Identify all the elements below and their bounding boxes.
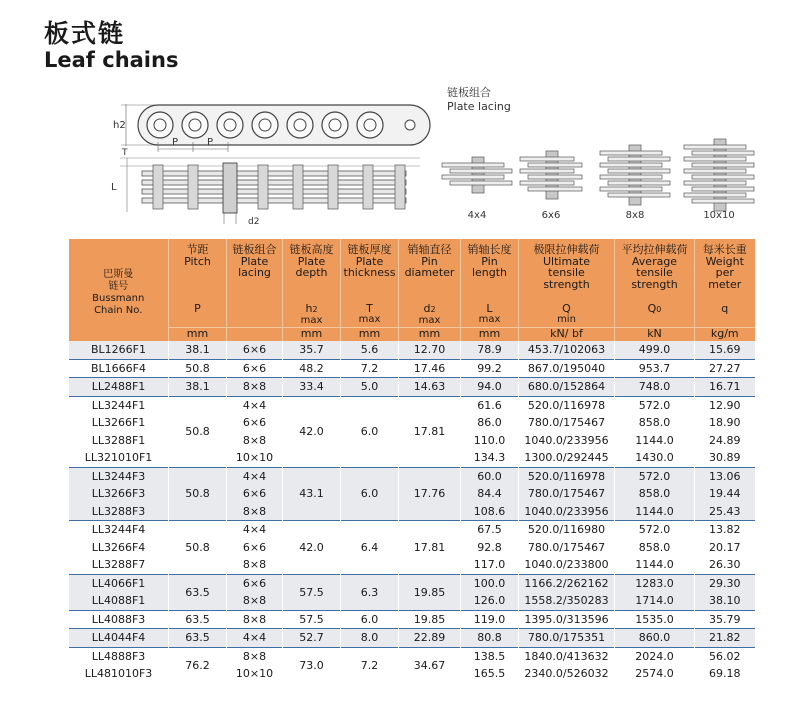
col-unit: kN — [615, 328, 695, 342]
weight-cell: 25.43 — [695, 503, 755, 521]
pitch-cell: 50.8 — [169, 396, 227, 467]
ultimate-strength-cell: 680.0/152864 — [519, 378, 615, 397]
pin-diameter-cell: 34.67 — [399, 647, 461, 683]
lacing-cell: 8×8 — [227, 647, 283, 665]
thickness-cell: 6.0 — [341, 467, 399, 521]
lacing-cell: 6×6 — [227, 414, 283, 432]
col-symbol: q — [695, 298, 755, 328]
col-unit: kN/ bf — [519, 328, 615, 342]
lacing-cell: 6×6 — [227, 341, 283, 359]
lacing-cell: 6×6 — [227, 485, 283, 503]
table-row — [69, 396, 755, 414]
ultimate-strength-cell: 2340.0/526032 — [519, 665, 615, 683]
col-symbol: h2 max — [283, 298, 341, 328]
lacing-label: 4x4 — [467, 210, 487, 221]
lacing-cell: 6×6 — [227, 539, 283, 557]
col-symbol: Q0 — [615, 298, 695, 328]
depth-cell: 42.0 — [283, 396, 341, 467]
pin-length-cell: 92.8 — [461, 539, 519, 557]
depth-cell: 43.1 — [283, 467, 341, 521]
pitch-cell: 63.5 — [169, 629, 227, 648]
average-strength-cell: 1535.0 — [615, 610, 695, 629]
col-header: 节距 Pitch — [169, 239, 227, 298]
lacing-figure-8x8 — [600, 145, 670, 221]
pin-hole — [294, 119, 306, 131]
lacing-cell: 4×4 — [227, 629, 283, 648]
table-row — [69, 341, 755, 359]
lacing-cell: 4×4 — [227, 521, 283, 539]
chain-no-cell: LL3244F3 — [69, 467, 169, 485]
weight-cell: 18.90 — [695, 414, 755, 432]
lacing-cell: 10×10 — [227, 665, 283, 683]
pin — [395, 165, 405, 209]
pin-length-cell: 119.0 — [461, 610, 519, 629]
table-row — [69, 574, 755, 592]
average-strength-cell: 858.0 — [615, 485, 695, 503]
ultimate-strength-cell: 520.0/116980 — [519, 521, 615, 539]
chain-no-cell: LL3266F1 — [69, 414, 169, 432]
col-unit: mm — [341, 328, 399, 342]
pin-length-cell: 94.0 — [461, 378, 519, 397]
pin-diameter-cell: 12.70 — [399, 341, 461, 359]
average-strength-cell: 1144.0 — [615, 503, 695, 521]
thickness-cell: 7.2 — [341, 359, 399, 378]
pin-length-cell: 60.0 — [461, 467, 519, 485]
pin-diameter-cell: 17.81 — [399, 521, 461, 575]
table-row — [69, 521, 755, 539]
pin-length-cell: 108.6 — [461, 503, 519, 521]
pin-hole — [189, 119, 201, 131]
thickness-cell: 6.4 — [341, 521, 399, 575]
chain-no-cell: LL3244F4 — [69, 521, 169, 539]
pitch-cell: 63.5 — [169, 610, 227, 629]
chain-no-cell: LL3288F3 — [69, 503, 169, 521]
average-strength-cell: 953.7 — [615, 359, 695, 378]
pin-hole — [224, 119, 236, 131]
thickness-cell: 7.2 — [341, 647, 399, 683]
ultimate-strength-cell: 1840.0/413632 — [519, 647, 615, 665]
pin-hole — [154, 119, 166, 131]
pin-length-cell: 100.0 — [461, 574, 519, 592]
pin-length-cell: 84.4 — [461, 485, 519, 503]
col-symbol: d2 max — [399, 298, 461, 328]
thickness-cell: 6.0 — [341, 396, 399, 467]
plate-lacing-title-en: Plate lacing — [447, 100, 511, 113]
ultimate-strength-cell: 520.0/116978 — [519, 396, 615, 414]
depth-cell: 52.7 — [283, 629, 341, 648]
pin-hole — [329, 119, 341, 131]
pin-length-cell: 126.0 — [461, 592, 519, 610]
average-strength-cell: 860.0 — [615, 629, 695, 648]
pitch-label-1: P — [172, 137, 179, 148]
col-header: 销轴直径 Pin diameter — [399, 239, 461, 298]
ultimate-strength-cell: 1040.0/233956 — [519, 432, 615, 450]
pin-length-cell: 138.5 — [461, 647, 519, 665]
pitch-cell: 50.8 — [169, 359, 227, 378]
chain-no-cell: LL3288F7 — [69, 556, 169, 574]
pin-length-cell: 67.5 — [461, 521, 519, 539]
thickness-cell: 5.6 — [341, 341, 399, 359]
pin-length-cell: 61.6 — [461, 396, 519, 414]
pitch-cell: 38.1 — [169, 341, 227, 359]
d2-label: d2 — [248, 217, 260, 227]
weight-cell: 12.90 — [695, 396, 755, 414]
lacing-figure-10x10 — [684, 139, 754, 221]
col-header: 极限拉伸载荷 Ultimate tensile strength — [519, 239, 615, 298]
ultimate-strength-cell: 1300.0/292445 — [519, 449, 615, 467]
average-strength-cell: 1144.0 — [615, 556, 695, 574]
plate-lacing-title — [447, 86, 511, 114]
lacing-figure-6x6 — [520, 151, 582, 221]
chain-no-cell: LL3288F1 — [69, 432, 169, 450]
ultimate-strength-cell: 520.0/116978 — [519, 467, 615, 485]
pin-length-cell: 134.3 — [461, 449, 519, 467]
lacing-cell: 8×8 — [227, 610, 283, 629]
lacing-cell: 8×8 — [227, 592, 283, 610]
pitch-label-2: P — [207, 137, 214, 148]
average-strength-cell: 572.0 — [615, 467, 695, 485]
lacing-cell: 6×6 — [227, 359, 283, 378]
ultimate-strength-cell: 1166.2/262162 — [519, 574, 615, 592]
col-symbol: P — [169, 298, 227, 328]
pitch-cell: 50.8 — [169, 467, 227, 521]
leaf-chain-table — [68, 239, 755, 683]
depth-cell: 35.7 — [283, 341, 341, 359]
t-label: T — [122, 148, 128, 158]
weight-cell: 13.06 — [695, 467, 755, 485]
ultimate-strength-cell: 453.7/102063 — [519, 341, 615, 359]
average-strength-cell: 858.0 — [615, 539, 695, 557]
l-label: L — [111, 182, 117, 193]
weight-cell: 13.82 — [695, 521, 755, 539]
weight-cell: 38.10 — [695, 592, 755, 610]
col-unit: kg/m — [695, 328, 755, 342]
ultimate-strength-cell: 867.0/195040 — [519, 359, 615, 378]
chain-no-cell: LL4088F3 — [69, 610, 169, 629]
pin-diameter-cell: 19.85 — [399, 574, 461, 610]
chain-diagram — [0, 80, 800, 230]
chain-no-cell: LL321010F1 — [69, 449, 169, 467]
average-strength-cell: 748.0 — [615, 378, 695, 397]
col-unit: mm — [169, 328, 227, 342]
weight-cell: 56.02 — [695, 647, 755, 665]
col-header: 链板高度 Plate depth — [283, 239, 341, 298]
chain-top-view — [111, 148, 420, 227]
chain-no-cell: LL4044F4 — [69, 629, 169, 648]
pin-diameter-cell: 22.89 — [399, 629, 461, 648]
average-strength-cell: 1144.0 — [615, 432, 695, 450]
weight-cell: 35.79 — [695, 610, 755, 629]
pitch-cell: 50.8 — [169, 521, 227, 575]
pin-length-cell: 80.8 — [461, 629, 519, 648]
thickness-cell: 6.3 — [341, 574, 399, 610]
depth-cell: 73.0 — [283, 647, 341, 683]
pin — [293, 165, 303, 209]
lacing-cell: 8×8 — [227, 556, 283, 574]
pin-diameter-cell: 17.76 — [399, 467, 461, 521]
pin — [258, 165, 268, 209]
average-strength-cell: 1430.0 — [615, 449, 695, 467]
chain-no-header: 巴斯曼 链号 Bussmann Chain No. — [69, 239, 169, 341]
weight-cell: 27.27 — [695, 359, 755, 378]
lacing-label: 10x10 — [703, 210, 735, 221]
weight-cell: 20.17 — [695, 539, 755, 557]
lacing-cell: 8×8 — [227, 503, 283, 521]
ultimate-strength-cell: 780.0/175467 — [519, 414, 615, 432]
pitch-cell: 38.1 — [169, 378, 227, 397]
average-strength-cell: 2024.0 — [615, 647, 695, 665]
col-symbol: T max — [341, 298, 399, 328]
col-symbol: Q min — [519, 298, 615, 328]
table-row — [69, 647, 755, 665]
lacing-cell: 8×8 — [227, 432, 283, 450]
ultimate-strength-cell: 1040.0/233800 — [519, 556, 615, 574]
table-row — [69, 378, 755, 397]
h2-label: h2 — [113, 120, 126, 131]
chain-no-cell: LL481010F3 — [69, 665, 169, 683]
thickness-cell: 6.0 — [341, 610, 399, 629]
pin-length-cell: 117.0 — [461, 556, 519, 574]
thickness-cell: 8.0 — [341, 629, 399, 648]
chain-no-cell: LL3244F1 — [69, 396, 169, 414]
lacing-label: 6x6 — [541, 210, 561, 221]
weight-cell: 29.30 — [695, 574, 755, 592]
average-strength-cell: 572.0 — [615, 396, 695, 414]
pin-diameter-cell: 14.63 — [399, 378, 461, 397]
col-header: 链板厚度 Plate thickness — [341, 239, 399, 298]
lacing-figure-4x4 — [442, 157, 512, 221]
pin-length-cell: 86.0 — [461, 414, 519, 432]
pin-diameter-cell: 17.81 — [399, 396, 461, 467]
col-symbol: L max — [461, 298, 519, 328]
col-symbol — [227, 298, 283, 328]
col-unit — [227, 328, 283, 342]
thickness-cell: 5.0 — [341, 378, 399, 397]
chain-no-cell: BL1666F4 — [69, 359, 169, 378]
lacing-cell: 10×10 — [227, 449, 283, 467]
average-strength-cell: 499.0 — [615, 341, 695, 359]
weight-cell: 30.89 — [695, 449, 755, 467]
chain-no-cell: LL4066F1 — [69, 574, 169, 592]
weight-cell: 24.89 — [695, 432, 755, 450]
col-unit: mm — [399, 328, 461, 342]
chain-no-cell: LL3266F3 — [69, 485, 169, 503]
pin-length-cell: 99.2 — [461, 359, 519, 378]
pitch-cell: 63.5 — [169, 574, 227, 610]
col-header: 每米长重 Weight per meter — [695, 239, 755, 298]
average-strength-cell: 1283.0 — [615, 574, 695, 592]
pin — [188, 165, 198, 209]
lacing-label: 8x8 — [625, 210, 645, 221]
pin-length-cell: 110.0 — [461, 432, 519, 450]
average-strength-cell: 1714.0 — [615, 592, 695, 610]
pitch-cell: 76.2 — [169, 647, 227, 683]
average-strength-cell: 2574.0 — [615, 665, 695, 683]
chain-no-cell: BL1266F1 — [69, 341, 169, 359]
page-title-en: Leaf chains — [44, 48, 179, 72]
col-unit: mm — [461, 328, 519, 342]
chain-side-view — [113, 104, 430, 152]
weight-cell: 15.69 — [695, 341, 755, 359]
table-header — [69, 239, 755, 341]
chain-no-cell: LL3266F4 — [69, 539, 169, 557]
pin-hole — [364, 119, 376, 131]
page-title-cn: 板式链 — [44, 19, 126, 48]
depth-cell: 57.5 — [283, 574, 341, 610]
plate-lacing-title-cn: 链板组合 — [447, 86, 491, 99]
average-strength-cell: 572.0 — [615, 521, 695, 539]
depth-cell: 42.0 — [283, 521, 341, 575]
depth-cell: 57.5 — [283, 610, 341, 629]
col-unit: mm — [283, 328, 341, 342]
chain-no-cell: LL2488F1 — [69, 378, 169, 397]
table-row — [69, 467, 755, 485]
table-row — [69, 610, 755, 629]
weight-cell: 69.18 — [695, 665, 755, 683]
weight-cell: 19.44 — [695, 485, 755, 503]
chain-no-cell: LL4888F3 — [69, 647, 169, 665]
weight-cell: 16.71 — [695, 378, 755, 397]
average-strength-cell: 858.0 — [615, 414, 695, 432]
weight-cell: 21.82 — [695, 629, 755, 648]
col-header: 链板组合 Plate lacing — [227, 239, 283, 298]
lacing-cell: 4×4 — [227, 396, 283, 414]
pin — [328, 165, 338, 209]
chain-no-cell: LL4088F1 — [69, 592, 169, 610]
pin-length-cell: 165.5 — [461, 665, 519, 683]
pin-length-cell: 78.9 — [461, 341, 519, 359]
table-row — [69, 629, 755, 648]
pin-diameter-cell: 17.46 — [399, 359, 461, 378]
ultimate-strength-cell: 1558.2/350283 — [519, 592, 615, 610]
ultimate-strength-cell: 780.0/175351 — [519, 629, 615, 648]
lacing-cell: 4×4 — [227, 467, 283, 485]
weight-cell: 26.30 — [695, 556, 755, 574]
col-header: 销轴长度 Pin length — [461, 239, 519, 298]
pin-hole — [405, 120, 415, 130]
depth-cell: 48.2 — [283, 359, 341, 378]
ultimate-strength-cell: 1040.0/233956 — [519, 503, 615, 521]
ultimate-strength-cell: 780.0/175467 — [519, 539, 615, 557]
plate-lacing-figures — [442, 139, 754, 221]
col-header: 平均拉伸载荷 Average tensile strength — [615, 239, 695, 298]
ultimate-strength-cell: 1395.0/313596 — [519, 610, 615, 629]
pin-hole — [259, 119, 271, 131]
table-body — [69, 341, 755, 683]
ultimate-strength-cell: 780.0/175467 — [519, 485, 615, 503]
lacing-cell: 8×8 — [227, 378, 283, 397]
pin-diameter-cell: 19.85 — [399, 610, 461, 629]
pin — [363, 165, 373, 209]
pin — [153, 165, 163, 209]
depth-cell: 33.4 — [283, 378, 341, 397]
lacing-cell: 6×6 — [227, 574, 283, 592]
table-row — [69, 359, 755, 378]
